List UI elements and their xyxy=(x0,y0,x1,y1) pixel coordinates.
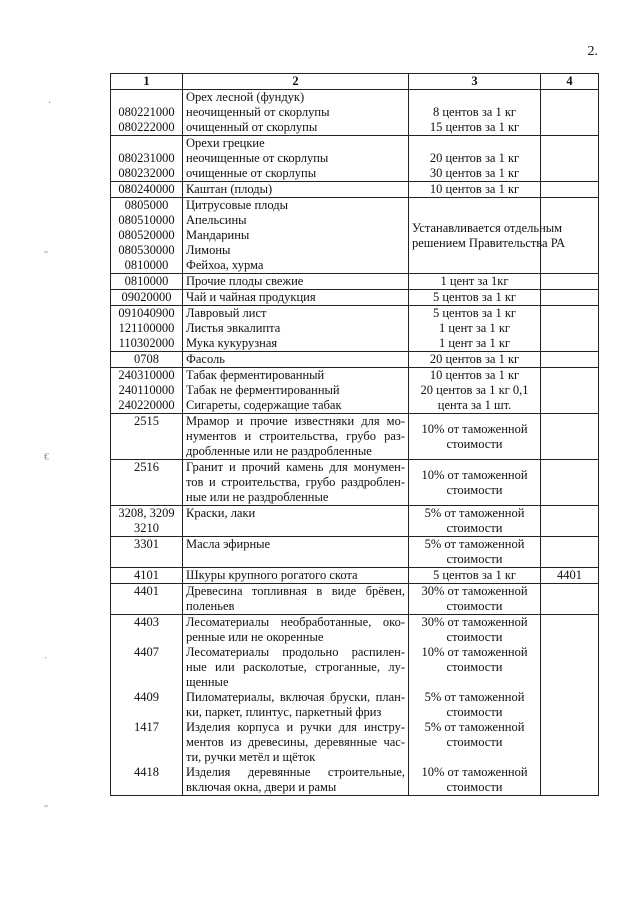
code-cell-line: 3208, 3209 xyxy=(118,506,175,520)
scan-mark: ˎ xyxy=(44,648,48,659)
name-cell-line: Каштан (плоды) xyxy=(186,182,273,196)
rate-cell-line: 30 центов за 1 кг xyxy=(429,166,520,180)
col4-cell xyxy=(541,414,599,460)
tariff-table xyxy=(110,73,599,796)
rate-cell-line: 5 центов за 1 кг xyxy=(432,306,517,320)
rate-cell-line: 10% от таможенной xyxy=(421,421,528,436)
rate-cell-line: 5% от таможенной xyxy=(424,537,525,551)
rate-cell xyxy=(409,182,541,198)
code-cell xyxy=(111,182,183,198)
code-cell-line: 4409 xyxy=(134,690,159,704)
name-cell-line: неочищенные от скорлупы xyxy=(186,151,329,165)
code-cell-line: 240310000 xyxy=(118,368,175,382)
code-cell xyxy=(111,368,183,414)
code-cell xyxy=(111,615,183,796)
rate-cell-line: 10% от таможенной xyxy=(421,765,528,779)
rate-cell-line: стоимости xyxy=(446,705,503,719)
name-cell-line: Сигареты, содержащие табак xyxy=(186,398,342,412)
code-cell-line: 2516 xyxy=(134,460,159,474)
name-cell-line: Фейхоа, хурма xyxy=(186,258,264,272)
code-cell-line xyxy=(114,750,179,765)
col4-cell xyxy=(541,274,599,290)
rate-cell xyxy=(409,537,541,568)
name-cell-line: Апельсины xyxy=(186,213,247,227)
rate-cell-line: стоимости xyxy=(446,735,503,749)
header-row xyxy=(111,74,599,90)
rate-cell xyxy=(409,506,541,537)
code-cell-line xyxy=(114,90,179,105)
table-row xyxy=(111,182,599,198)
rate-cell-line: цента за 1 шт. xyxy=(437,398,512,412)
col4-cell xyxy=(541,584,599,615)
code-cell-line: 0708 xyxy=(134,352,159,366)
name-cell-line: ки, паркет, плинтус, паркетный фриз xyxy=(186,705,382,719)
code-cell-line xyxy=(114,780,179,795)
rate-cell xyxy=(409,460,541,506)
column-header: 4 xyxy=(541,74,599,90)
rate-cell xyxy=(409,198,566,274)
code-cell xyxy=(111,290,183,306)
code-cell-line: 3301 xyxy=(134,537,159,551)
name-cell-line: Изделия деревянные строительные, xyxy=(186,765,405,779)
name-cell-line: Прочие плоды свежие xyxy=(186,274,304,288)
name-cell-line: дробленные или не раздробленные xyxy=(186,444,372,458)
rate-cell-line: стоимости xyxy=(446,780,503,794)
rate-cell-line: стоимости xyxy=(446,599,503,613)
code-cell-line: 240110000 xyxy=(118,383,175,397)
code-cell-line: 4407 xyxy=(134,645,159,659)
rate-cell-line xyxy=(412,675,537,690)
table-row xyxy=(111,615,599,796)
code-cell-line: 080510000 xyxy=(118,213,175,227)
code-cell xyxy=(111,274,183,290)
name-cell-line: Табак не ферментированный xyxy=(186,383,340,397)
name-cell-line: ные или расколотые, строганные, лу- xyxy=(186,660,405,674)
name-cell-line: Лесоматериалы необработанные, око- xyxy=(186,615,405,629)
code-cell-line: 080222000 xyxy=(118,120,175,134)
name-cell-line: поленьев xyxy=(186,599,235,613)
name-cell-line: ментов из древесины, деревянные час- xyxy=(186,735,405,749)
code-cell xyxy=(111,584,183,615)
rate-cell-line: 5 центов за 1 кг xyxy=(432,290,517,304)
name-cell-line: нументов и строительства, грубо раз- xyxy=(186,429,405,443)
name-cell-line: Чай и чайная продукция xyxy=(186,290,316,304)
name-cell xyxy=(183,506,409,537)
scan-mark: € xyxy=(44,452,49,463)
rate-cell-line: стоимости xyxy=(446,521,503,535)
name-cell-line: щенные xyxy=(186,675,229,689)
rate-cell xyxy=(409,584,541,615)
name-cell xyxy=(183,198,409,274)
name-cell-line: ренные или не окоренные xyxy=(186,630,324,644)
name-cell-line: Мрамор и прочие известняки для мо- xyxy=(186,414,405,428)
code-cell-line: 240220000 xyxy=(118,398,175,412)
code-cell-line: 4401 xyxy=(134,584,159,598)
col4-cell xyxy=(541,182,599,198)
name-cell-line: ти, ручки метёл и щёток xyxy=(186,750,316,764)
name-cell-line: очищенные от скорлупы xyxy=(186,166,317,180)
rate-cell-line: решением Правительства РА xyxy=(412,235,566,250)
rate-cell-line: Устанавливается отдельным xyxy=(412,220,563,235)
table-row xyxy=(111,90,599,136)
name-cell xyxy=(183,274,409,290)
code-cell-line: 080232000 xyxy=(118,166,175,180)
scan-mark: ʺ xyxy=(44,804,48,815)
name-cell xyxy=(183,460,409,506)
rate-cell-line xyxy=(412,136,537,151)
code-cell-line xyxy=(114,660,179,675)
table-row xyxy=(111,352,599,368)
rate-cell-line: 5% от таможенной xyxy=(424,506,525,520)
name-cell-line: Листья эвкалипта xyxy=(186,321,281,335)
name-cell-line: Лавровый лист xyxy=(186,306,267,320)
table-row xyxy=(111,368,599,414)
name-cell xyxy=(183,352,409,368)
rate-cell xyxy=(409,274,541,290)
name-cell xyxy=(183,290,409,306)
rate-cell-line: 1 цент за 1кг xyxy=(440,274,509,288)
rate-cell-line: 20 центов за 1 кг xyxy=(429,151,520,165)
rate-cell-line: стоимости xyxy=(446,436,503,451)
rate-cell xyxy=(409,136,541,182)
code-cell xyxy=(111,414,183,460)
col4-cell xyxy=(541,506,599,537)
name-cell-line: Гранит и прочий камень для монумен- xyxy=(186,460,405,474)
rate-cell xyxy=(409,414,541,460)
rate-cell-line: 20 центов за 1 кг xyxy=(429,352,520,366)
rate-cell-line: 1 цент за 1 кг xyxy=(438,336,511,350)
code-cell xyxy=(111,506,183,537)
code-cell-line: 0810000 xyxy=(124,258,169,272)
code-cell-line: 0805000 xyxy=(124,198,169,212)
code-cell-line: 4418 xyxy=(134,765,159,779)
col4-cell xyxy=(541,352,599,368)
rate-cell xyxy=(409,352,541,368)
code-cell xyxy=(111,306,183,352)
col4-cell xyxy=(541,290,599,306)
rate-cell-line: 10 центов за 1 кг xyxy=(429,368,520,382)
name-cell-line: Лесоматериалы продольно распилен- xyxy=(186,645,405,659)
table-row xyxy=(111,460,599,506)
code-cell-line xyxy=(114,675,179,690)
rate-cell-line: 8 центов за 1 кг xyxy=(432,105,517,119)
code-cell-line xyxy=(114,735,179,750)
table-row xyxy=(111,306,599,352)
rate-cell-line: стоимости xyxy=(446,630,503,644)
code-cell-line: 121100000 xyxy=(118,321,175,335)
table-row xyxy=(111,274,599,290)
rate-cell-line xyxy=(412,90,537,105)
rate-cell-line: 1 цент за 1 кг xyxy=(438,321,511,335)
name-cell xyxy=(183,584,409,615)
rate-cell-line: 5% от таможенной xyxy=(424,690,525,704)
name-cell-line: Древесина топливная в виде брёвен, xyxy=(186,584,405,598)
code-cell-line: 080530000 xyxy=(118,243,175,257)
name-cell xyxy=(183,568,409,584)
table-row xyxy=(111,506,599,537)
code-cell xyxy=(111,90,183,136)
code-cell-line: 080221000 xyxy=(118,105,175,119)
rate-cell xyxy=(409,368,541,414)
table-row xyxy=(111,537,599,568)
rate-cell xyxy=(409,306,541,352)
code-cell-line: 1417 xyxy=(134,720,159,734)
code-cell-line: 110302000 xyxy=(118,336,175,350)
rate-cell xyxy=(409,90,541,136)
col4-cell xyxy=(541,615,599,796)
code-cell xyxy=(111,568,183,584)
column-header: 3 xyxy=(409,74,541,90)
table-row xyxy=(111,414,599,460)
code-cell-line: 4403 xyxy=(134,615,159,629)
code-cell xyxy=(111,537,183,568)
table-body xyxy=(111,90,599,796)
name-cell xyxy=(183,615,409,796)
name-cell-line: Шкуры крупного рогатого скота xyxy=(186,568,358,582)
rate-cell-line: стоимости xyxy=(446,552,503,566)
table-row xyxy=(111,136,599,182)
code-cell xyxy=(111,352,183,368)
code-cell-line: 091040900 xyxy=(118,306,175,320)
column-header: 2 xyxy=(183,74,409,90)
col4-cell xyxy=(541,368,599,414)
rate-cell-line xyxy=(412,750,537,765)
code-cell-line: 4101 xyxy=(134,568,159,582)
table-row xyxy=(111,584,599,615)
code-cell xyxy=(111,136,183,182)
name-cell-line: Пиломатериалы, включая бруски, план- xyxy=(186,690,405,704)
rate-cell-line: 10 центов за 1 кг xyxy=(429,182,520,196)
col4-cell xyxy=(541,90,599,136)
code-cell-line: 080231000 xyxy=(118,151,175,165)
scan-mark: · xyxy=(48,98,52,109)
name-cell-line: Мандарины xyxy=(186,228,250,242)
table-row xyxy=(111,290,599,306)
name-cell-line: неочищенный от скорлупы xyxy=(186,105,330,119)
rate-cell xyxy=(409,290,541,306)
code-cell-line: 09020000 xyxy=(121,290,172,304)
rate-cell-line: 10% от таможенной xyxy=(421,467,528,482)
name-cell-line: Мука кукурузная xyxy=(186,336,278,350)
rate-cell-line: 30% от таможенной xyxy=(421,615,528,629)
name-cell-line: Масла эфирные xyxy=(186,537,271,551)
table-row xyxy=(111,568,599,584)
name-cell xyxy=(183,368,409,414)
code-cell-line xyxy=(114,630,179,645)
code-cell-line xyxy=(114,705,179,720)
name-cell-line: Табак ферментированный xyxy=(186,368,325,382)
code-cell-line: 080240000 xyxy=(118,182,175,196)
rate-cell-line: 5% от таможенной xyxy=(424,720,525,734)
col4-cell xyxy=(541,306,599,352)
column-header: 1 xyxy=(111,74,183,90)
rate-cell-line: 15 центов за 1 кг xyxy=(429,120,520,134)
page-number: 2. xyxy=(587,44,598,59)
code-cell xyxy=(111,460,183,506)
name-cell-line: включая окна, двери и рамы xyxy=(186,780,337,794)
rate-cell-line: 10% от таможенной xyxy=(421,645,528,659)
rate-cell-line: стоимости xyxy=(446,660,503,674)
col4-cell xyxy=(541,136,599,182)
code-cell-line: 2515 xyxy=(134,414,159,428)
name-cell-line: Фасоль xyxy=(186,352,225,366)
name-cell xyxy=(183,136,409,182)
rate-cell-line: стоимости xyxy=(446,482,503,497)
rate-cell xyxy=(409,568,541,584)
col4-cell xyxy=(541,537,599,568)
name-cell xyxy=(183,414,409,460)
col4-cell xyxy=(541,460,599,506)
name-cell-line: тов и строительства, грубо раздроблен- xyxy=(186,475,405,489)
name-cell xyxy=(183,182,409,198)
name-cell-line: Орех лесной (фундук) xyxy=(186,90,305,104)
name-cell-line: очищенный от скорлупы xyxy=(186,120,318,134)
code-cell-line: 080520000 xyxy=(118,228,175,242)
code-cell-line: 3210 xyxy=(134,521,159,535)
name-cell xyxy=(183,537,409,568)
name-cell xyxy=(183,90,409,136)
rate-cell-line: 30% от таможенной xyxy=(421,584,528,598)
name-cell-line: Лимоны xyxy=(186,243,231,257)
col4-cell: 4401 xyxy=(541,568,599,584)
rate-cell-line: 5 центов за 1 кг xyxy=(432,568,517,582)
name-cell-line: Орехи грецкие xyxy=(186,136,265,150)
code-cell-line xyxy=(114,136,179,151)
code-cell xyxy=(111,198,183,274)
name-cell-line: Изделия корпуса и ручки для инстру- xyxy=(186,720,405,734)
code-cell-line: 0810000 xyxy=(124,274,169,288)
table-row xyxy=(111,198,599,274)
name-cell-line: Краски, лаки xyxy=(186,506,256,520)
scan-mark: ʺ xyxy=(44,250,48,261)
name-cell-line: ные или не раздробленные xyxy=(186,490,329,504)
name-cell-line: Цитрусовые плоды xyxy=(186,198,289,212)
rate-cell xyxy=(409,615,541,796)
rate-cell-line: 20 центов за 1 кг 0,1 xyxy=(420,383,529,397)
name-cell xyxy=(183,306,409,352)
